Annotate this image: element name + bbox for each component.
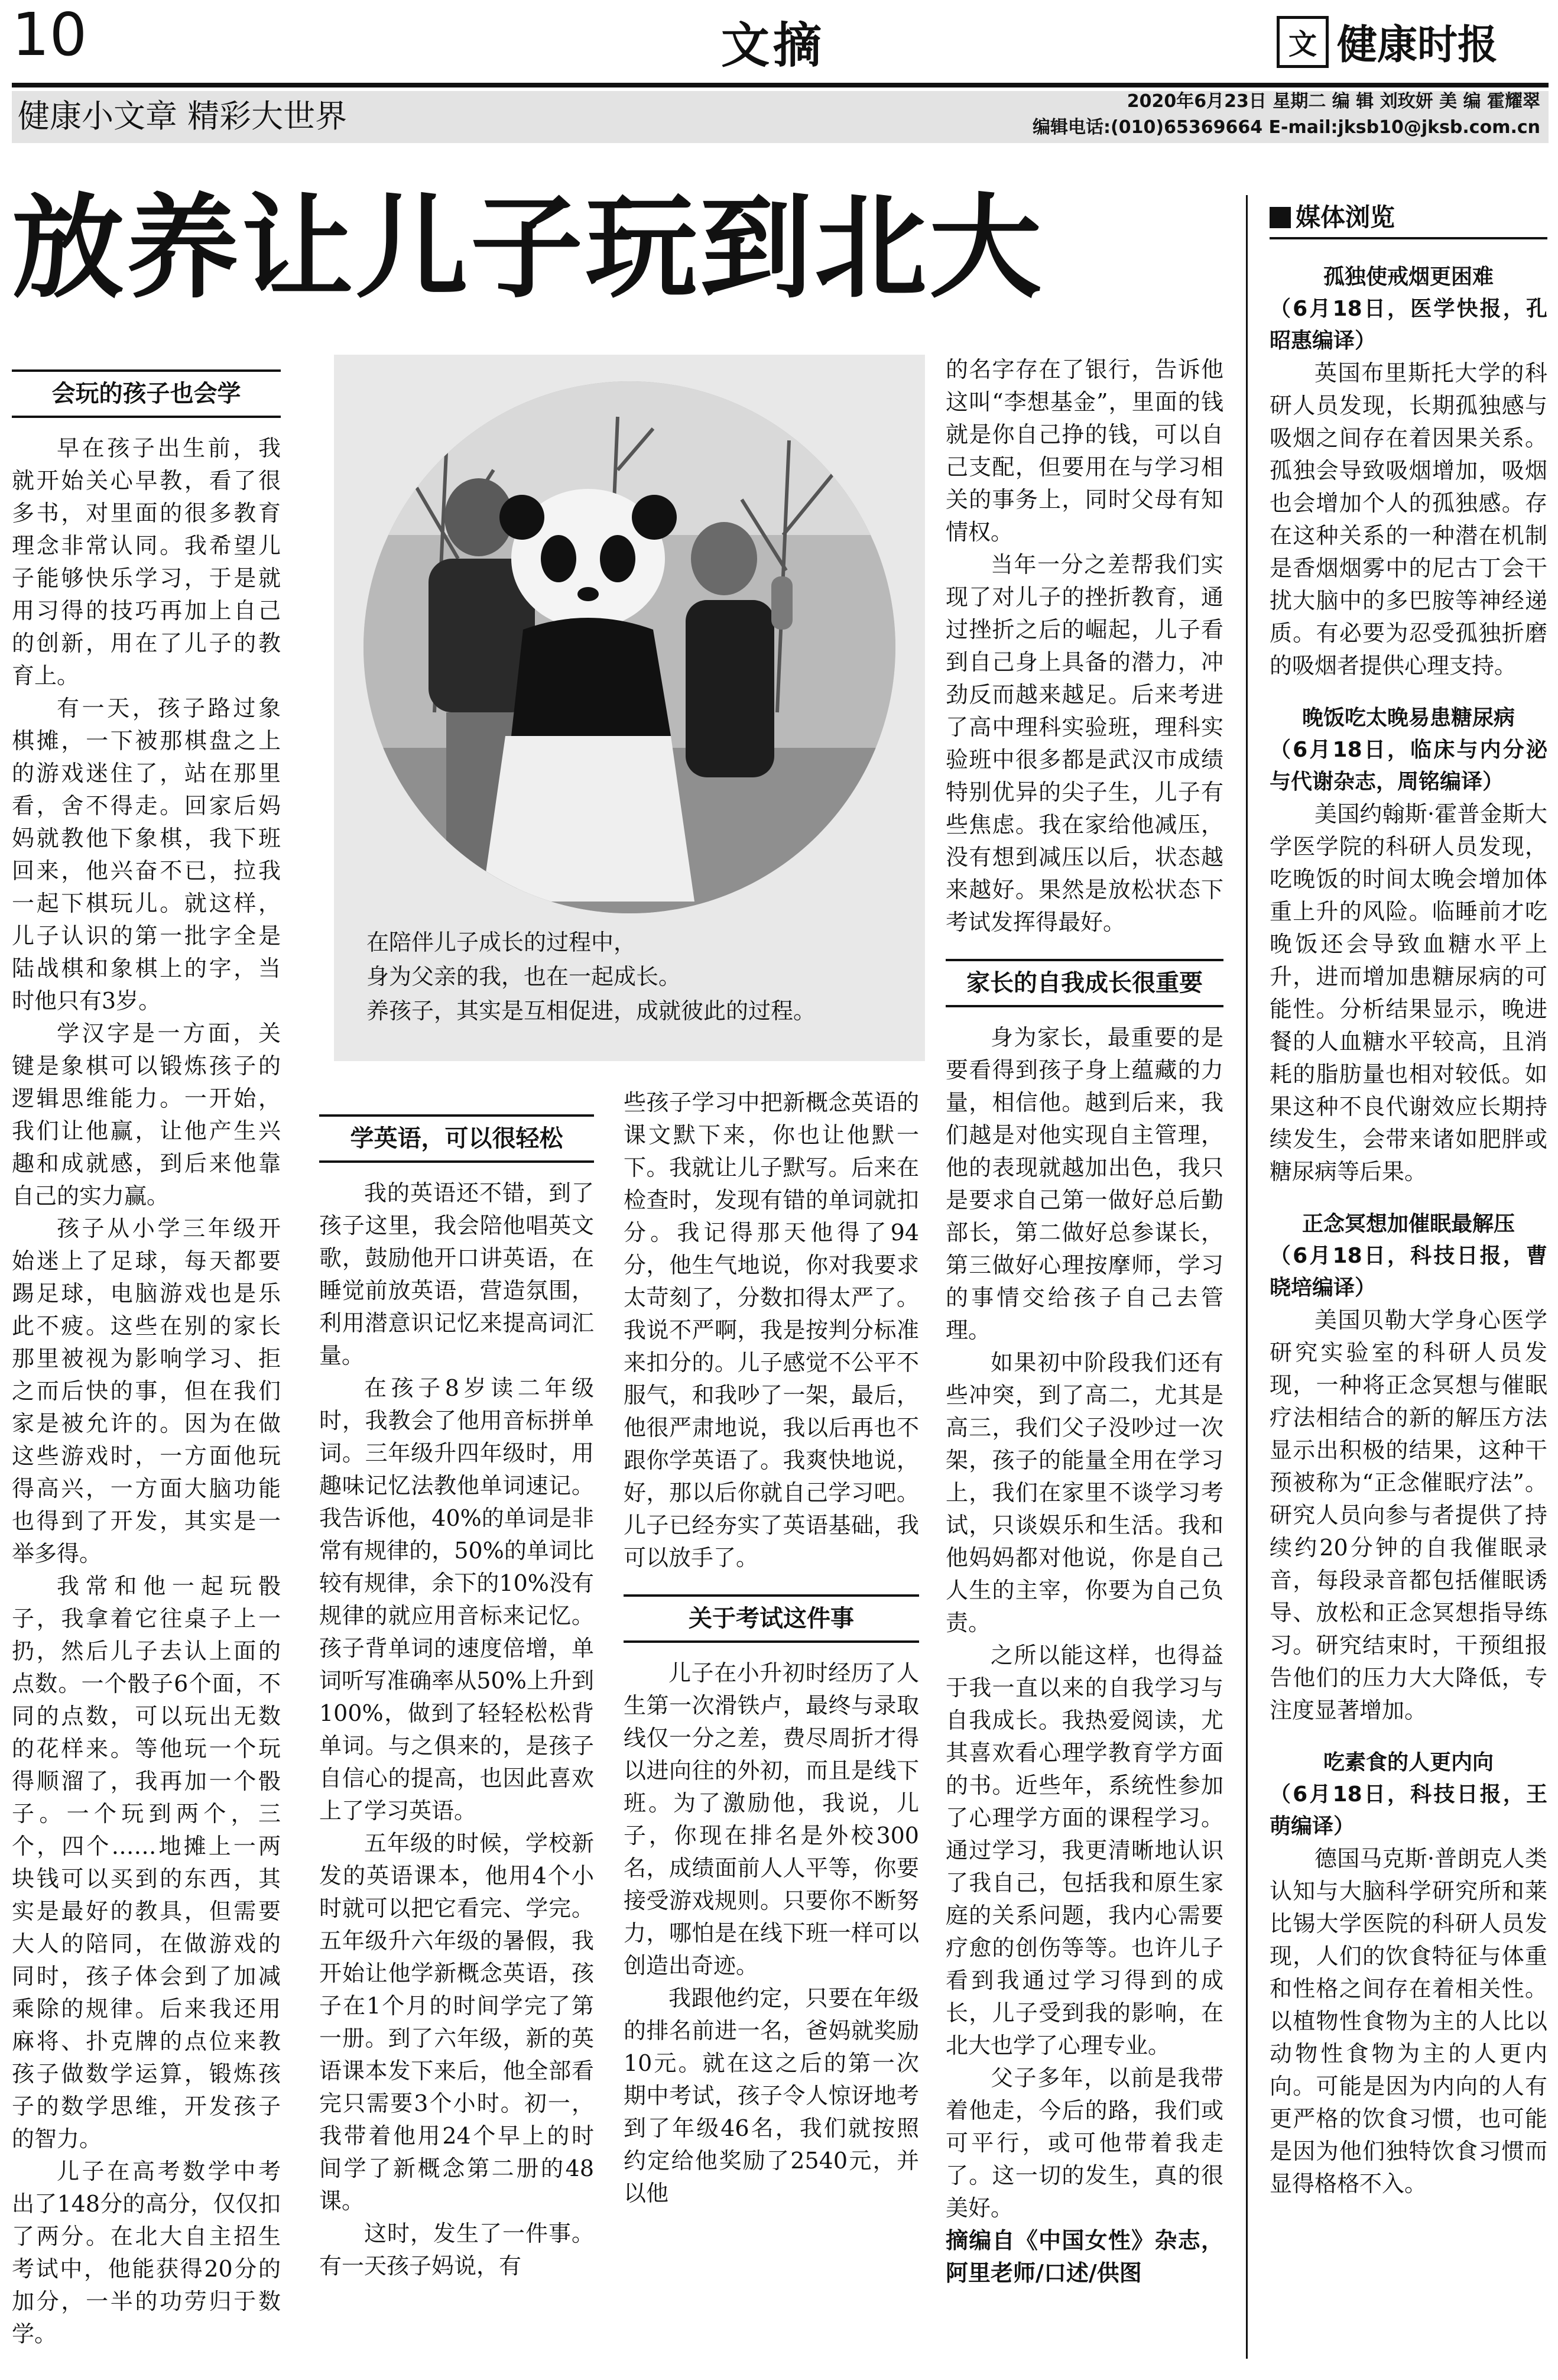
- media-digest: [1270, 248, 1547, 2200]
- digest-item: [1270, 1747, 1547, 2200]
- digest-item-title: 吃素食的人更内向: [1323, 1750, 1494, 1775]
- digest-item: [1270, 1208, 1547, 1727]
- digest-item: [1270, 702, 1547, 1188]
- paragraph: 儿子在高考数学中考出了148分的高分，仅仅扣了两分。在北大自主招生考试中，他能获得20分的加分，一半的功劳归于数学。: [12, 2158, 281, 2347]
- subhead-parent-growth: 家长的自我成长很重要: [946, 959, 1223, 1007]
- paragraph: 儿子在小升初时经历了人生第一次滑铁卢，最终与录取线仅一分之差，费尽周折才得以进向往的外初，而且是线下班。为了激励他，我说，儿子，你现在排名是外校300名，成绩面前人人平等，你要接受游戏规则。只要你不断努力，哪怕是在线下班一样可以创造出奇迹。: [624, 1660, 919, 1979]
- digest-item-source: （6月18日，医学快报，孔昭惠编译）: [1270, 297, 1547, 353]
- paragraph: 早在孩子出生前，我就开始关心早教，看了很多书，对里面的很多教育理念非常认同。我希望儿子能够快乐学习，于是就用习得的技巧再加上自己的创新，用在了儿子的教育上。: [12, 435, 281, 689]
- sidebar-divider: [1246, 195, 1248, 2359]
- digest-item: [1270, 261, 1547, 682]
- column-2-body: [319, 1177, 594, 2282]
- paragraph: 我的英语还不错，到了孩子这里，我会陪他唱英文歌，鼓励他开口讲英语，在睡觉前放英语，营造氛围，利用潜意识记忆来提高词汇量。: [319, 1180, 594, 1369]
- paragraph: 我跟他约定，只要在年级的排名前进一名，爸妈就奖励10元。就在这之后的第一次期中考试，孩子令人惊讶地考到了年级46名，我们就按照约定给他奖励了2540元，并以他: [624, 1985, 919, 2206]
- tagline: 健康小文章 精彩大世界: [18, 98, 348, 135]
- digest-item-title: 孤独使戒烟更困难: [1323, 265, 1494, 289]
- digest-item-body: [1270, 798, 1547, 1188]
- issue-info: [1033, 89, 1540, 141]
- logo-text: 健康时报: [1337, 22, 1498, 69]
- subhead-exams: 关于考试这件事: [624, 1594, 919, 1643]
- column-1-body: [12, 432, 281, 2350]
- digest-item-source: （6月18日，科技日报，曹晓培编译）: [1270, 1244, 1547, 1300]
- digest-item-source: （6月18日，科技日报，王萌编译）: [1270, 1782, 1547, 1838]
- photo-illustration: [363, 381, 895, 913]
- paragraph: 德国马克斯·普朗克人类认知与大脑科学研究所和莱比锡大学医院的科研人员发现，人们的饮食特征与体重和性格之间存在着相关性。以植物性食物为主的人比以动物性食物为主的人更内向。可能是因为内向的人有更严格的饮食习惯，也可能是因为他们独特饮食习惯而显得格格不入。: [1270, 1846, 1547, 2197]
- paragraph: 些孩子学习中把新概念英语的课文默下来，你也让他默一下。我就让儿子默写。后来在检查时，发现有错的单词就扣分。我记得那天他得了94分，他生气地说，你对我要求太苛刻了，分数扣得太严了。我说不严啊，我是按判分标准来扣分的。儿子感觉不公平不服气，和我吵了一架，最后，他很严肃地说，我以后再也不跟你学英语了。我爽快地说，好，那以后你就自己学习吧。儿子已经夯实了英语基础，我可以放手了。: [624, 1090, 919, 1571]
- article-column-3: [624, 1087, 919, 2210]
- paragraph: 学汉字是一方面，关键是象棋可以锻炼孩子的逻辑思维能力。一开始，我们让他赢，让他产生兴趣和成就感，到后来他靠自己的实力赢。: [12, 1020, 281, 1209]
- column-4-body: [946, 1022, 1223, 2290]
- caption-line: 养孩子，其实是互相促进，成就彼此的过程。: [366, 998, 816, 1024]
- sidebar-title-text: 媒体浏览: [1296, 203, 1395, 232]
- paragraph: 英国布里斯托大学的科研人员发现，长期孤独感与吸烟之间存在着因果关系。孤独会导致吸烟增加，吸烟也会增加个人的孤独感。存在这种关系的一种潜在机制是香烟烟雾中的尼古丁会干扰大脑中的多巴胺等神经递质。有必要为忍受孤独折磨的吸烟者提供心理支持。: [1270, 360, 1547, 679]
- sidebar-title: [1270, 198, 1547, 239]
- subhead-english: 学英语，可以很轻松: [319, 1114, 594, 1163]
- section-name: 文摘: [721, 18, 826, 74]
- caption-line: 身为父亲的我，也在一起成长。: [366, 964, 681, 990]
- paragraph: 有一天，孩子路过象棋摊，一下被那棋盘之上的游戏迷住了，站在那里看，舍不得走。回家后妈妈就教他下象棋，我下班回来，他兴奋不已，拉我一起下棋玩儿。就这样，儿子认识的第一批字全是陆战棋和象棋上的字，当时他只有3岁。: [12, 695, 281, 1014]
- column-4-body-top: [946, 354, 1223, 939]
- digest-item-body: [1270, 357, 1547, 682]
- digest-item-source: （6月18日，临床与内分泌与代谢杂志，周铭编译）: [1270, 738, 1547, 794]
- paragraph: 在孩子8岁读二年级时，我教会了他用音标拼单词。三年级升四年级时，用趣味记忆法教他单词速记。我告诉他，40%的单词是非常有规律的，50%的单词比较有规律，余下的10%没有规律的就应用音标来记忆。孩子背单词的速度倍增，单词听写准确率从50%上升到100%，做到了轻轻松松背单词。与之俱来的，是孩子自信心的提高，也因此喜欢上了学习英语。: [319, 1375, 594, 1824]
- contact-line: 编辑电话:(010)65369664 E-mail:jksb10@jksb.com.cn: [1033, 117, 1540, 138]
- paragraph: 这时，发生了一件事。有一天孩子妈说，有: [319, 2220, 594, 2279]
- article-photo-box: [334, 355, 925, 1061]
- caption-line: 在陪伴儿子成长的过程中，: [366, 929, 637, 955]
- digest-item-heading: [1270, 1747, 1547, 1843]
- digest-item-body: [1270, 1843, 1547, 2200]
- article-photo: [363, 381, 895, 913]
- subhead-playful-kids: 会玩的孩子也会学: [12, 369, 281, 418]
- article-column-2: [319, 1114, 594, 2282]
- photo-caption: [366, 925, 816, 1028]
- paragraph: 孩子从小学三年级开始迷上了足球，每天都要踢足球，电脑游戏也是乐此不疲。这些在别的家长那里被视为影响学习、拒之而后快的事，但在我们家是被允许的。因为在做这些游戏时，一方面他玩得高兴，一方面大脑功能也得到了开发，其实是一举多得。: [12, 1215, 281, 1567]
- column-3-body-top: [624, 1087, 919, 1574]
- logo-mark-icon: 文: [1277, 16, 1329, 68]
- digest-item-heading: [1270, 1208, 1547, 1304]
- digest-item-heading: [1270, 702, 1547, 798]
- paragraph: 之所以能这样，也得益于我一直以来的自我学习与自我成长。我热爱阅读，尤其喜欢看心理学教育学方面的书。近些年，系统性参加了心理学方面的课程学习。通过学习，我更清晰地认识了我自己，包括我和原生家庭的关系问题，我内心需要疗愈的创伤等等。也许儿子看到我通过学习得到的成长，儿子受到我的影响，在北大也学了心理专业。: [946, 1642, 1223, 2058]
- paragraph: 美国约翰斯·霍普金斯大学医学院的科研人员发现，吃晚饭的时间太晚会增加体重上升的风险。临睡前才吃晚饭还会导致血糖水平上升，进而增加患糖尿病的可能性。分析结果显示，晚进餐的人血糖水平较高，且消耗的脂肪量也相对较低。如果这种不良代谢效应长期持续发生，会带来诸如肥胖或糖尿病等后果。: [1270, 801, 1547, 1185]
- paragraph: 的名字存在了银行，告诉他这叫“李想基金”，里面的钱就是你自己挣的钱，可以自己支配，但要用在与学习相关的事务上，同时父母有知情权。: [946, 356, 1223, 545]
- paragraph: 美国贝勒大学身心医学研究实验室的科研人员发现，一种将正念冥想与催眠疗法相结合的新的解压方法显示出积极的结果，这种干预被称为“正念催眠疗法”。研究人员向参与者提供了持续约20分钟的自我催眠录音，每段录音都包括催眠诱导、放松和正念冥想指导练习。研究结束时，干预组报告他们的压力大大降低，专注度显著增加。: [1270, 1307, 1547, 1723]
- article-column-4: [946, 354, 1223, 2290]
- column-3-body: [624, 1657, 919, 2210]
- digest-item-title: 正念冥想加催眠最解压: [1301, 1212, 1515, 1236]
- article-column-1: [12, 369, 281, 2350]
- date-line: 2020年6月23日 星期二 编 辑 刘玫妍 美 编 霍耀翠: [1127, 91, 1540, 112]
- paragraph: 五年级的时候，学校新发的英语课本，他用4个小时就可以把它看完、学完。五年级升六年级的暑假，我开始让他学新概念英语，孩子在1个月的时间学完了第一册。到了六年级，新的英语课本发下来后，他全部看完只需要3个小时。初一，我带着他用24个早上的时间学了新概念第二册的48课。: [319, 1830, 594, 2214]
- paragraph: 我常和他一起玩骰子，我拿着它往桌子上一扔，然后儿子去认上面的点数。一个骰子6个面，不同的点数，可以玩出无数的花样来。等他玩一个玩得顺溜了，我再加一个骰子。一个玩到两个，三个，四个……地摊上一两块钱可以买到的东西，其实是最好的教具，但需要大人的陪同，在做游戏的同时，孩子体会到了加减乘除的规律。后来我还用麻将、扑克牌的点位来教孩子做数学运算，锻炼孩子的数学思维，开发孩子的智力。: [12, 1573, 281, 2152]
- digest-item-title: 晚饭吃太晚易患糖尿病: [1301, 706, 1515, 730]
- paragraph: 如果初中阶段我们还有些冲突，到了高二，尤其是高三，我们父子没吵过一次架，孩子的能量全用在学习上，我们在家里不谈学习考试，只谈娱乐和生活。我和他妈妈都对他说，你是自己人生的主宰，你要为自己负责。: [946, 1350, 1223, 1636]
- paragraph: 当年一分之差帮我们实现了对儿子的挫折教育，通过挫折之后的崛起，儿子看到自己身上具备的潜力，冲劲反而越来越足。后来考进了高中理科实验班，理科实验班中很多都是武汉市成绩特别优异的尖子生，儿子有些焦虑。我在家给他减压，没有想到减压以后，状态越来越好。果然是放松状态下考试发挥得最好。: [946, 552, 1223, 935]
- square-bullet-icon: [1270, 207, 1291, 228]
- digest-item-heading: [1270, 261, 1547, 357]
- page-number: 10: [12, 0, 87, 69]
- article-credit: 摘编自《中国女性》杂志，阿里老师/口述/供图: [946, 2227, 1223, 2286]
- masthead-rule: [12, 83, 1549, 87]
- newspaper-logo: [1277, 13, 1498, 70]
- paragraph: 父子多年，以前是我带着他走，今后的路，我们或可平行，或可他带着我走了。这一切的发生，真的很美好。: [946, 2065, 1223, 2221]
- digest-item-body: [1270, 1304, 1547, 1727]
- article-headline: 放养让儿子玩到北大: [12, 183, 1044, 313]
- paragraph: 身为家长，最重要的是要看得到孩子身上蕴藏的力量，相信他。越到后来，我们越是对他实现自主管理，他的表现就越加出色，我只是要求自己第一做好总后勤部长，第二做好总参谋长，第三做好心理按摩师，学习的事情交给孩子自己去管理。: [946, 1024, 1223, 1343]
